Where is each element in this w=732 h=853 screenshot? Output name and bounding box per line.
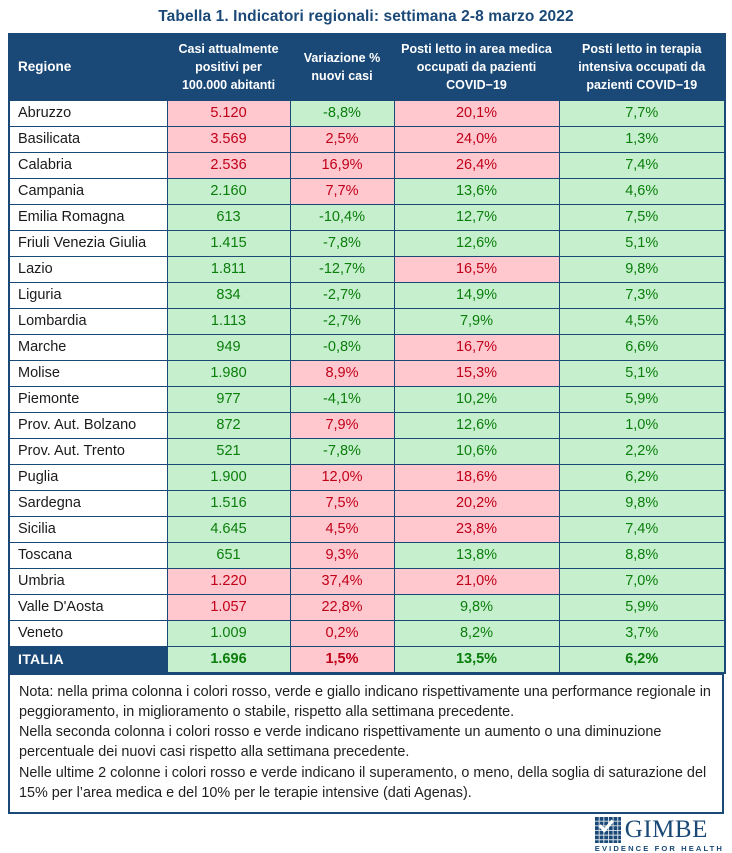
value-cell: 3,7%: [559, 620, 725, 646]
value-cell: 2.160: [167, 178, 290, 204]
table-row: [9, 620, 725, 646]
value-cell: 7,3%: [559, 282, 725, 308]
note-box: [8, 674, 724, 814]
value-cell: 1.811: [167, 256, 290, 282]
value-cell: 1.696: [167, 646, 290, 673]
value-cell: 37,4%: [290, 568, 394, 594]
value-cell: 7,7%: [559, 100, 725, 126]
region-name: Umbria: [9, 568, 167, 594]
gimbe-mosaic-icon: [595, 817, 621, 843]
value-cell: 8,2%: [394, 620, 559, 646]
table-row: [9, 282, 725, 308]
region-name: Prov. Aut. Bolzano: [9, 412, 167, 438]
table-body: [9, 100, 725, 673]
table-row: [9, 230, 725, 256]
value-cell: 1.057: [167, 594, 290, 620]
note-line-1: Nota: nella prima colonna i colori rosso, verde e giallo indicano rispettivamente una performance regionale in peggioramento, in miglioramento o stabile, rispetto alla settimana precedente.: [19, 684, 711, 721]
value-cell: 8,9%: [290, 360, 394, 386]
value-cell: 7,0%: [559, 568, 725, 594]
value-cell: 13,5%: [394, 646, 559, 673]
table-row: [9, 490, 725, 516]
value-cell: 10,2%: [394, 386, 559, 412]
value-cell: -0,8%: [290, 334, 394, 360]
value-cell: 9,8%: [394, 594, 559, 620]
table-row: [9, 178, 725, 204]
value-cell: 12,7%: [394, 204, 559, 230]
region-name: Basilicata: [9, 126, 167, 152]
value-cell: 7,5%: [290, 490, 394, 516]
value-cell: -7,8%: [290, 438, 394, 464]
table-row: [9, 464, 725, 490]
value-cell: 1.516: [167, 490, 290, 516]
table-row: [9, 386, 725, 412]
table-row: [9, 542, 725, 568]
value-cell: 4,5%: [559, 308, 725, 334]
table-row: [9, 334, 725, 360]
page-title: Tabella 1. Indicatori regionali: settimana 2-8 marzo 2022: [158, 8, 574, 25]
region-name: Sicilia: [9, 516, 167, 542]
region-name: Molise: [9, 360, 167, 386]
value-cell: 15,3%: [394, 360, 559, 386]
value-cell: 2.536: [167, 152, 290, 178]
value-cell: 1.113: [167, 308, 290, 334]
col-header-posti-letto-area-medica: Posti letto in area medica occupati da pazienti COVID−19: [394, 34, 559, 100]
value-cell: 12,6%: [394, 230, 559, 256]
value-cell: 7,4%: [559, 516, 725, 542]
col-header-casi-positivi: Casi attualmente positivi per 100.000 abitanti: [167, 34, 290, 100]
value-cell: 5.120: [167, 100, 290, 126]
value-cell: 16,5%: [394, 256, 559, 282]
value-cell: 8,8%: [559, 542, 725, 568]
value-cell: 6,2%: [559, 646, 725, 673]
region-name: Liguria: [9, 282, 167, 308]
table-row: [9, 126, 725, 152]
col-header-variazione-nuovi-casi: Variazione % nuovi casi: [290, 34, 394, 100]
region-name: Lombardia: [9, 308, 167, 334]
gimbe-logo-tagline: EVIDENCE FOR HEALTH: [594, 843, 724, 853]
value-cell: 6,2%: [559, 464, 725, 490]
value-cell: 977: [167, 386, 290, 412]
table-row: [9, 516, 725, 542]
region-name: Valle D'Aosta: [9, 594, 167, 620]
region-name: Campania: [9, 178, 167, 204]
value-cell: 2,5%: [290, 126, 394, 152]
region-name: Prov. Aut. Trento: [9, 438, 167, 464]
value-cell: 613: [167, 204, 290, 230]
value-cell: -10,4%: [290, 204, 394, 230]
value-cell: 834: [167, 282, 290, 308]
value-cell: 521: [167, 438, 290, 464]
value-cell: 0,2%: [290, 620, 394, 646]
value-cell: 7,7%: [290, 178, 394, 204]
region-name: Lazio: [9, 256, 167, 282]
value-cell: 1.009: [167, 620, 290, 646]
region-name: Abruzzo: [9, 100, 167, 126]
note-line-2: Nella seconda colonna i colori rosso e verde indicano rispettivamente un aumento o una diminuzione percentuale dei nuovi casi rispetto alla settimana precedente.: [19, 724, 662, 761]
col-header-regione: Regione: [9, 34, 167, 100]
value-cell: 4,5%: [290, 516, 394, 542]
table-row: [9, 204, 725, 230]
value-cell: -2,7%: [290, 282, 394, 308]
region-name: Calabria: [9, 152, 167, 178]
table-row: [9, 100, 725, 126]
table-row: [9, 594, 725, 620]
page: [0, 8, 732, 853]
region-name: Sardegna: [9, 490, 167, 516]
value-cell: 22,8%: [290, 594, 394, 620]
value-cell: 20,2%: [394, 490, 559, 516]
value-cell: 18,6%: [394, 464, 559, 490]
table-row: [9, 360, 725, 386]
value-cell: 7,9%: [290, 412, 394, 438]
region-name: Toscana: [9, 542, 167, 568]
value-cell: 10,6%: [394, 438, 559, 464]
value-cell: 26,4%: [394, 152, 559, 178]
value-cell: 14,9%: [394, 282, 559, 308]
value-cell: 23,8%: [394, 516, 559, 542]
value-cell: 2,2%: [559, 438, 725, 464]
value-cell: 1.220: [167, 568, 290, 594]
region-name: Emilia Romagna: [9, 204, 167, 230]
value-cell: 9,3%: [290, 542, 394, 568]
value-cell: 1.415: [167, 230, 290, 256]
region-name: Friuli Venezia Giulia: [9, 230, 167, 256]
value-cell: 3.569: [167, 126, 290, 152]
value-cell: 5,9%: [559, 386, 725, 412]
value-cell: -2,7%: [290, 308, 394, 334]
value-cell: 1.900: [167, 464, 290, 490]
value-cell: 1.980: [167, 360, 290, 386]
col-header-posti-letto-terapia-intensiva: Posti letto in terapia intensiva occupati da pazienti COVID−19: [559, 34, 725, 100]
value-cell: 6,6%: [559, 334, 725, 360]
value-cell: 16,7%: [394, 334, 559, 360]
value-cell: 4.645: [167, 516, 290, 542]
total-row: [9, 646, 725, 673]
value-cell: 12,6%: [394, 412, 559, 438]
indicators-table: [8, 33, 726, 674]
region-name: Piemonte: [9, 386, 167, 412]
value-cell: 12,0%: [290, 464, 394, 490]
value-cell: 20,1%: [394, 100, 559, 126]
value-cell: -4,1%: [290, 386, 394, 412]
value-cell: 7,4%: [559, 152, 725, 178]
value-cell: 651: [167, 542, 290, 568]
table-row: [9, 256, 725, 282]
value-cell: 9,8%: [559, 490, 725, 516]
table-header: [9, 34, 725, 100]
table-row: [9, 438, 725, 464]
table-row: [9, 412, 725, 438]
value-cell: -7,8%: [290, 230, 394, 256]
value-cell: 1,3%: [559, 126, 725, 152]
total-label: ITALIA: [9, 646, 167, 673]
table-row: [9, 152, 725, 178]
table-row: [9, 568, 725, 594]
value-cell: -12,7%: [290, 256, 394, 282]
header-row: [9, 34, 725, 100]
table-row: [9, 308, 725, 334]
region-name: Marche: [9, 334, 167, 360]
note-line-3: Nelle ultime 2 colonne i colori rosso e verde indicano il superamento, o meno, della soglia di saturazione del 15% per l’area medica e del 10% per le terapie intensive (dati Agenas).: [19, 764, 707, 801]
value-cell: 5,1%: [559, 230, 725, 256]
value-cell: 7,5%: [559, 204, 725, 230]
value-cell: 24,0%: [394, 126, 559, 152]
value-cell: 949: [167, 334, 290, 360]
value-cell: 1,5%: [290, 646, 394, 673]
value-cell: 4,6%: [559, 178, 725, 204]
value-cell: 7,9%: [394, 308, 559, 334]
value-cell: 9,8%: [559, 256, 725, 282]
region-name: Puglia: [9, 464, 167, 490]
region-name: Veneto: [9, 620, 167, 646]
footer: [8, 817, 724, 853]
gimbe-logo: [595, 817, 724, 853]
value-cell: 5,1%: [559, 360, 725, 386]
value-cell: 13,6%: [394, 178, 559, 204]
value-cell: 5,9%: [559, 594, 725, 620]
value-cell: 16,9%: [290, 152, 394, 178]
gimbe-logo-wordmark: GIMBE: [624, 816, 708, 844]
value-cell: 21,0%: [394, 568, 559, 594]
value-cell: 1,0%: [559, 412, 725, 438]
value-cell: 13,8%: [394, 542, 559, 568]
value-cell: -8,8%: [290, 100, 394, 126]
value-cell: 872: [167, 412, 290, 438]
